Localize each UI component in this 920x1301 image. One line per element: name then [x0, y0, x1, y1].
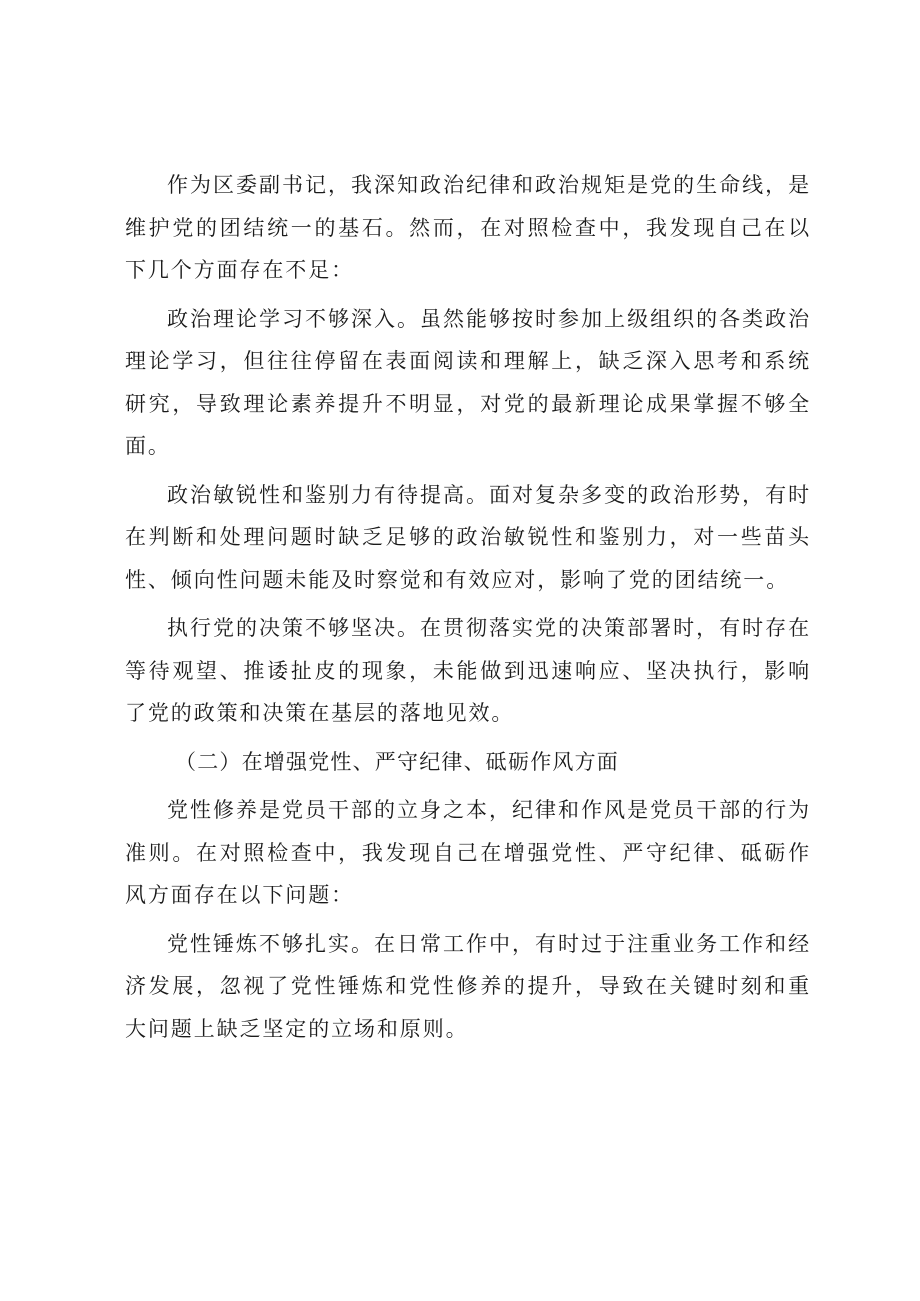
paragraph-intro: 作为区委副书记，我深知政治纪律和政治规矩是党的生命线，是维护党的团结统一的基石。然而，在对照检查中，我发现自己在以下几个方面存在不足： [125, 173, 811, 282]
paragraph-party-spirit-intro: 党性修养是党员干部的立身之本，纪律和作风是党员干部的行为准则。在对照检查中，我发现自己在增强党性、严守纪律、砥砺作风方面存在以下问题： [125, 798, 811, 907]
paragraph-theory-study: 政治理论学习不够深入。虽然能够按时参加上级组织的各类政治理论学习，但往往停留在表面阅读和理解上，缺乏深入思考和系统研究，导致理论素养提升不明显，对党的最新理论成果掌握不够全面。 [125, 306, 811, 458]
document-body [125, 164, 811, 1056]
paragraph-party-spirit-tempering: 党性锤炼不够扎实。在日常工作中，有时过于注重业务工作和经济发展，忽视了党性锤炼和党性修养的提升，导致在关键时刻和重大问题上缺乏坚定的立场和原则。 [125, 931, 811, 1041]
paragraph-political-sensitivity: 政治敏锐性和鉴别力有待提高。面对复杂多变的政治形势，有时在判断和处理问题时缺乏足够的政治敏锐性和鉴别力，对一些苗头性、倾向性问题未能及时察觉和有效应对，影响了党的团结统一。 [125, 482, 811, 592]
paragraph-decision-execution: 执行党的决策不够坚决。在贯彻落实党的决策部署时，有时存在等待观望、推诿扯皮的现象，未能做到迅速响应、坚决执行，影响了党的政策和决策在基层的落地见效。 [125, 616, 811, 725]
section-heading-two: （二）在增强党性、严守纪律、砥砺作风方面 [175, 749, 619, 774]
